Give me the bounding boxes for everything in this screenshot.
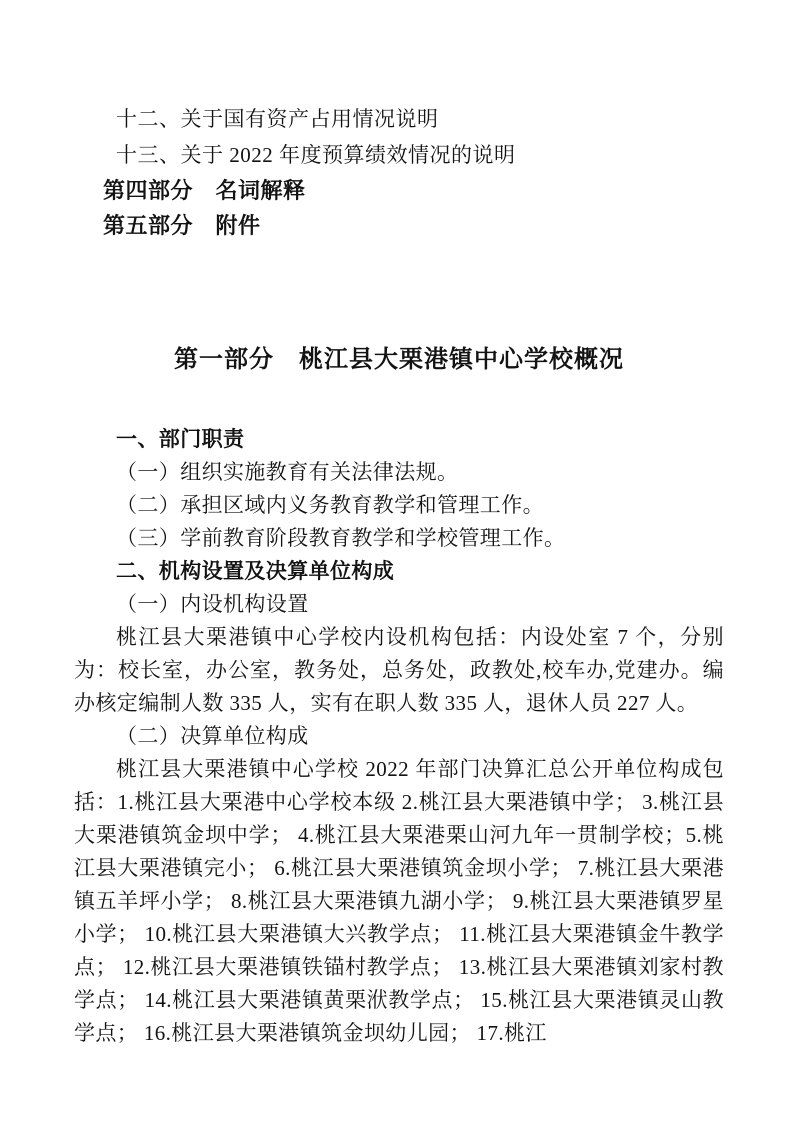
part-one-body [74,423,724,1050]
toc-part-five: 第五部分 附件 [103,213,261,238]
toc-part-four: 第四部分 名词解释 [103,178,306,203]
toc-line-13: 十三、关于 2022 年度预算绩效情况的说明 [116,143,516,167]
table-of-contents-fragment [74,101,724,243]
section-duties-heading: 一、部门职责 [116,427,245,451]
duty-item-1: （一）组织实施教育有关法律法规。 [116,460,459,484]
org-setup-paragraph: 桃江县大栗港镇中心学校内设机构包括：内设处室 7 个，分别为：校长室，办公室，教务处，总务处，政教处,校车办,党建办。编办核定编制人数 335 人，实有在职人数 335 人，退休人员 227 人。 [74,625,724,715]
org-setup-subheading: （一）内设机构设置 [116,592,309,616]
section-org-heading: 二、机构设置及决算单位构成 [116,559,395,583]
unit-composition-subheading: （二）决算单位构成 [116,724,309,748]
duty-item-3: （三）学前教育阶段教育教学和学校管理工作。 [116,526,566,550]
toc-line-12: 十二、关于国有资产占用情况说明 [116,107,439,131]
unit-composition-paragraph: 桃江县大栗港镇中心学校 2022 年部门决算汇总公开单位构成包括：1.桃江县大栗港中心学校本级 2.桃江县大栗港镇中学； 3.桃江县大栗港镇筑金坝中学； 4.桃江县大栗港栗山河九年一贯制学校；5.桃江县大栗港镇完小； 6.桃江县大栗港镇筑金坝小学； 7.桃江县大栗港镇五羊坪小学； 8.桃江县大栗港镇九湖小学； 9.桃江县大栗港镇罗星小学； 10.桃江县大栗港镇大兴教学点； 11.桃江县大栗港镇金牛教学点； 12.桃江县大栗港镇铁锚村教学点； 13.桃江县大栗港镇刘家村教学点； 14.桃江县大栗港镇黄栗洑教学点； 15.桃江县大栗港镇灵山教学点； 16.桃江县大栗港镇筑金坝幼儿园； 17.桃江 [74,757,724,1045]
duty-item-2: （二）承担区域内义务教育教学和管理工作。 [116,493,544,517]
part-one-title: 第一部分 桃江县大栗港镇中心学校概况 [174,347,624,373]
